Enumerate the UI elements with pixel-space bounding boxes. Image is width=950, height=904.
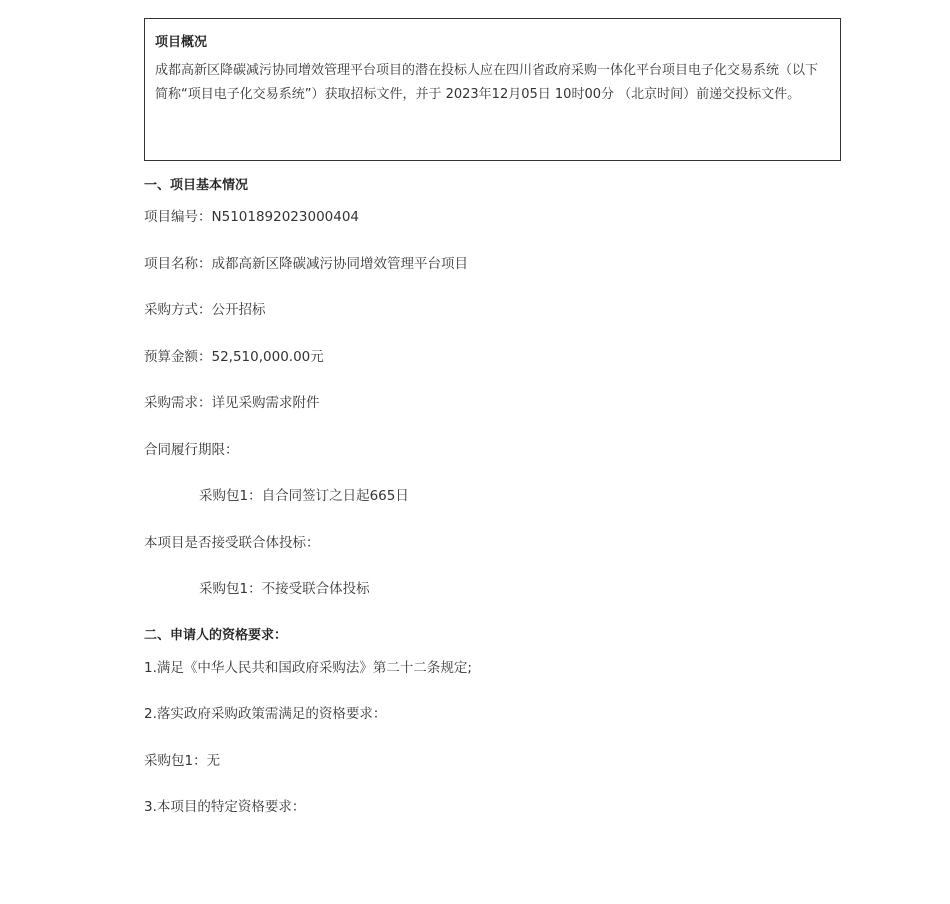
project-number-row	[144, 207, 841, 227]
project-name-value: 成都高新区降碳减污协同增效管理平台项目	[211, 256, 468, 272]
budget-value: 52,510,000.00元	[211, 349, 324, 365]
contract-period-package: 采购包1：自合同签订之日起665日	[199, 488, 409, 504]
contract-period-label: 合同履行期限：	[144, 442, 239, 458]
budget-row	[144, 347, 841, 367]
procurement-demand-value: 详见采购需求附件	[211, 395, 320, 411]
procurement-method-row	[144, 300, 841, 320]
project-overview-box	[144, 18, 841, 161]
joint-bid-label: 本项目是否接受联合体投标：	[144, 535, 320, 551]
procurement-demand-row	[144, 393, 841, 413]
budget-label: 预算金额：	[144, 349, 212, 365]
project-number-value: N5101892023000404	[211, 209, 360, 225]
project-name-label: 项目名称：	[144, 256, 212, 272]
qualification-req-2: 2.落实政府采购政策需满足的资格要求：	[144, 706, 387, 722]
overview-title: 项目概况	[155, 35, 208, 50]
qualification-req-3: 3.本项目的特定资格要求：	[144, 799, 306, 815]
section-qualification-title: 二、申请人的资格要求：	[144, 628, 288, 643]
qualification-req-1: 1.满足《中华人民共和国政府采购法》第二十二条规定;	[144, 660, 472, 676]
qualification-req-2-package: 采购包1：无	[144, 753, 221, 769]
joint-bid-package: 采购包1：不接受联合体投标	[199, 581, 370, 597]
overview-text: 成都高新区降碳减污协同增效管理平台项目的潜在投标人应在四川省政府采购一体化平台项目电子化交易系统（以下简称“项目电子化交易系统”）获取招标文件，并于 2023年12月05日 10时00分 （北京时间）前递交投标文件。	[155, 63, 819, 102]
announcement-content	[144, 18, 841, 817]
procurement-method-label: 采购方式：	[144, 302, 212, 318]
procurement-demand-label: 采购需求：	[144, 395, 212, 411]
project-name-row	[144, 254, 841, 274]
procurement-method-value: 公开招标	[211, 302, 266, 318]
project-number-label: 项目编号：	[144, 209, 212, 225]
section-basic-info-title: 一、项目基本情况	[144, 178, 249, 193]
